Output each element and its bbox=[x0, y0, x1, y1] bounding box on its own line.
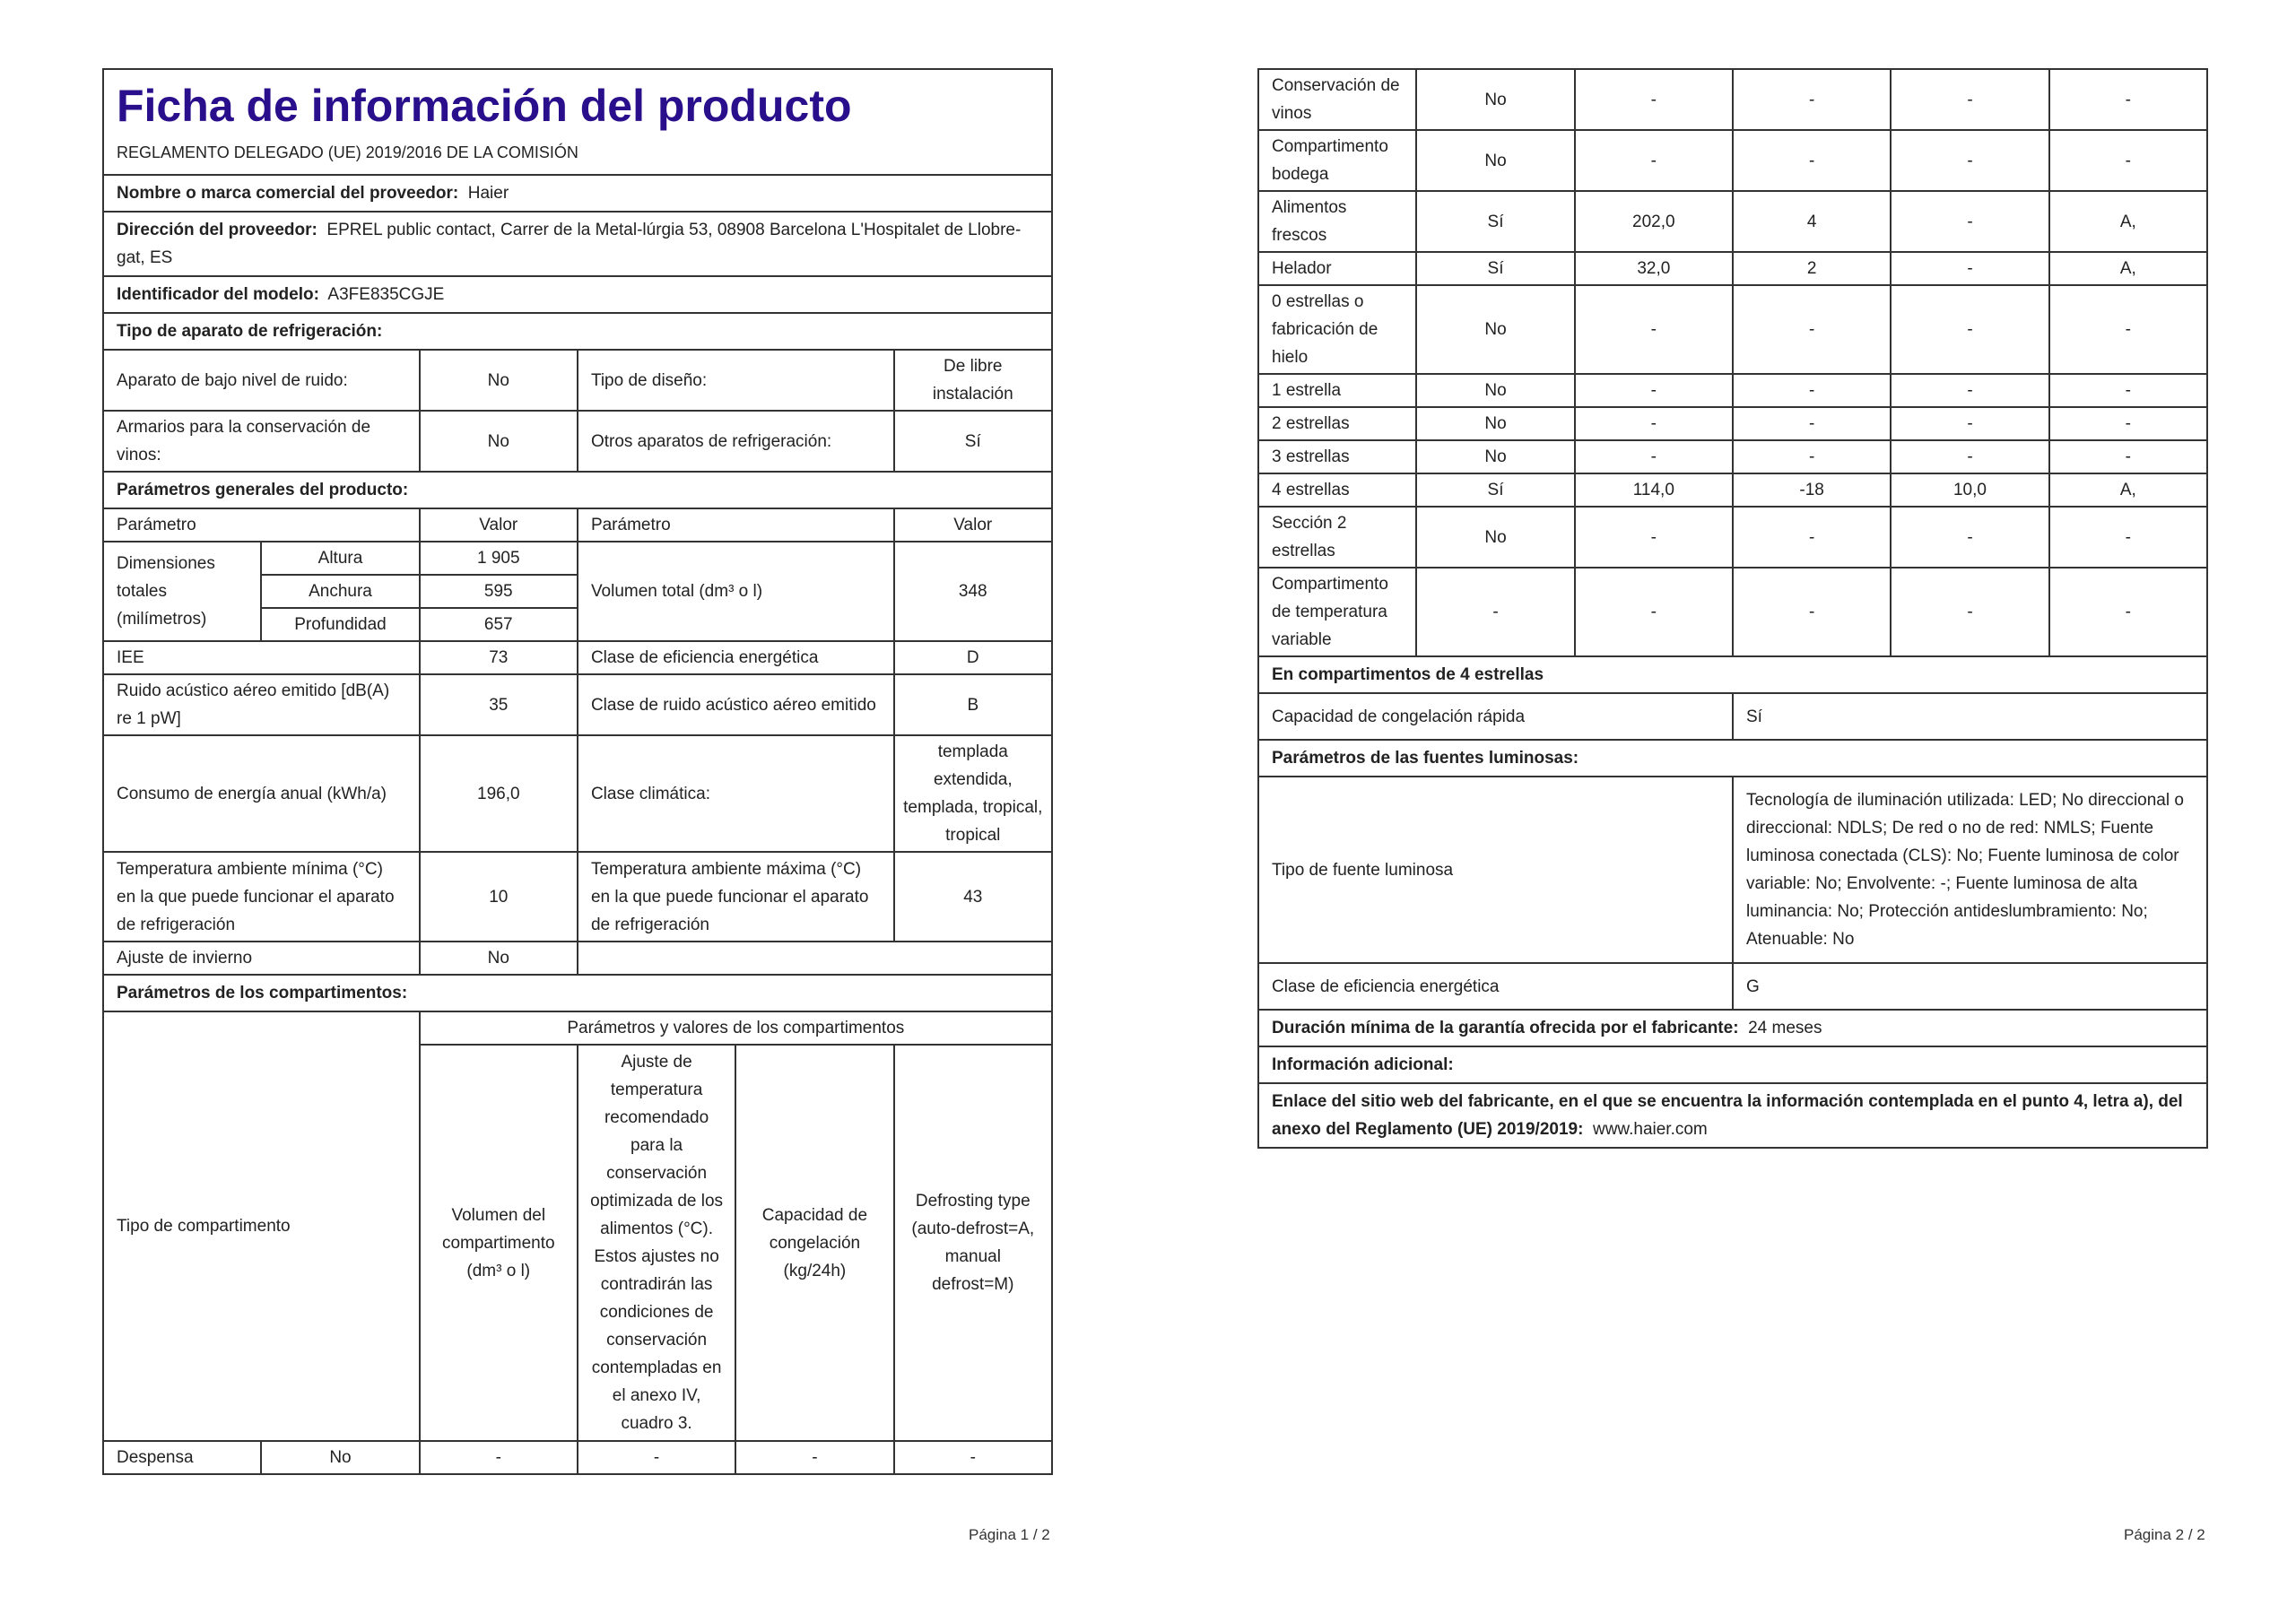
wine-label: Armarios para la conservación de vinos: bbox=[103, 411, 420, 472]
compartment-row bbox=[1258, 568, 2207, 656]
product-info-table bbox=[102, 68, 1053, 1475]
param-header: Parámetro bbox=[103, 508, 420, 542]
depth-value: 657 bbox=[420, 608, 578, 641]
compartment-freeze: - bbox=[1891, 285, 2048, 374]
compartment-name: Conservación de vinos bbox=[1258, 69, 1416, 130]
compartment-name: Compartimento bodega bbox=[1258, 130, 1416, 191]
compartment-present: No bbox=[1416, 507, 1574, 568]
param-header-2: Parámetro bbox=[578, 508, 894, 542]
general-params-label: Parámetros generales del producto: bbox=[103, 472, 1052, 508]
compartment-freeze: 10,0 bbox=[1891, 473, 2048, 507]
compartment-present: Sí bbox=[1416, 473, 1574, 507]
total-volume-value: 348 bbox=[894, 542, 1052, 641]
compartment-volume: - bbox=[1575, 285, 1733, 374]
annual-energy-value: 196,0 bbox=[420, 735, 578, 852]
compartment-row bbox=[1258, 285, 2207, 374]
col-volume-header: Volumen del compartimento (dm³ o l) bbox=[420, 1045, 578, 1441]
compartment-temp: - bbox=[1733, 69, 1891, 130]
empty-cell bbox=[578, 942, 1052, 975]
compartment-present: No bbox=[1416, 374, 1574, 407]
supplier-value: Haier bbox=[467, 184, 509, 203]
compartment-defrost: - bbox=[2049, 374, 2207, 407]
compartment-temp: - bbox=[1733, 285, 1891, 374]
compartments-label: Parámetros de los compartimentos: bbox=[103, 975, 1052, 1011]
compartment-row bbox=[1258, 407, 2207, 440]
value-header-2: Valor bbox=[894, 508, 1052, 542]
page-subtitle: REGLAMENTO DELEGADO (UE) 2019/2016 DE LA COMISIÓN bbox=[117, 143, 578, 161]
address-row bbox=[103, 212, 1052, 276]
design-type-label: Tipo de diseño: bbox=[578, 350, 894, 411]
eei-value: 73 bbox=[420, 641, 578, 674]
compartment-present: No bbox=[1416, 130, 1574, 191]
max-temp-value: 43 bbox=[894, 852, 1052, 942]
noise-value: 35 bbox=[420, 674, 578, 735]
compartment-freeze: - bbox=[1891, 69, 2048, 130]
compartment-freeze: - bbox=[1891, 191, 2048, 252]
compartment-name: 3 estrellas bbox=[1258, 440, 1416, 473]
compartment-row bbox=[1258, 69, 2207, 130]
noise-class-value: B bbox=[894, 674, 1052, 735]
supplier-row bbox=[103, 175, 1052, 212]
compartment-name: Compartimento de temperatura variable bbox=[1258, 568, 1416, 656]
compartment-temp: -18 bbox=[1733, 473, 1891, 507]
low-noise-label: Aparato de bajo nivel de ruido: bbox=[103, 350, 420, 411]
compartment-volume: - bbox=[1575, 374, 1733, 407]
col-freeze-header: Capacidad de congelación (kg/24h) bbox=[735, 1045, 893, 1441]
compartment-temp: 2 bbox=[1733, 252, 1891, 285]
compartment-freeze: - bbox=[1891, 568, 2048, 656]
compartment-temp: 4 bbox=[1733, 191, 1891, 252]
winter-label: Ajuste de invierno bbox=[103, 942, 420, 975]
compartment-row bbox=[1258, 130, 2207, 191]
compartment-row bbox=[1258, 473, 2207, 507]
compartment-defrost: A, bbox=[2049, 473, 2207, 507]
compartment-volume: - bbox=[1575, 440, 1733, 473]
min-temp-label: Temperatura ambiente mínima (°C) en la que puede funcionar el aparato de refrigeración bbox=[103, 852, 420, 942]
pantry-label: Despensa bbox=[103, 1441, 261, 1474]
fast-freeze-label: Capacidad de congelación rápida bbox=[1258, 693, 1733, 740]
compartment-defrost: - bbox=[2049, 568, 2207, 656]
compartment-name: 4 estrellas bbox=[1258, 473, 1416, 507]
pantry-present: No bbox=[261, 1441, 419, 1474]
compartment-row bbox=[1258, 440, 2207, 473]
compartment-volume: - bbox=[1575, 407, 1733, 440]
climate-class-value: templada extendida, templada, tropical, tropical bbox=[894, 735, 1052, 852]
col-defrost-header: Defrosting type (auto-defrost=A, manual defrost=M) bbox=[894, 1045, 1052, 1441]
other-value: Sí bbox=[894, 411, 1052, 472]
compartment-present: No bbox=[1416, 285, 1574, 374]
compartment-defrost: - bbox=[2049, 407, 2207, 440]
light-class-value: G bbox=[1733, 963, 2207, 1010]
compartment-temp: - bbox=[1733, 507, 1891, 568]
supplier-label: Nombre o marca comercial del proveedor: bbox=[117, 184, 459, 203]
annual-energy-label: Consumo de energía anual (kWh/a) bbox=[103, 735, 420, 852]
compartment-volume: 114,0 bbox=[1575, 473, 1733, 507]
height-value: 1 905 bbox=[420, 542, 578, 575]
compartment-present: No bbox=[1416, 440, 1574, 473]
value-header: Valor bbox=[420, 508, 578, 542]
compartment-row bbox=[1258, 374, 2207, 407]
compartment-freeze: - bbox=[1891, 407, 2048, 440]
col-temp-header: Ajuste de temperatura recomendado para la conservación optimizada de los alimentos (°C). Estos ajustes no contradirán las condiciones de conservación contempladas en el anexo IV, cuadro 3. bbox=[578, 1045, 735, 1441]
compartment-name: Sección 2 estrellas bbox=[1258, 507, 1416, 568]
compartment-volume: 32,0 bbox=[1575, 252, 1733, 285]
compartment-freeze: - bbox=[1891, 440, 2048, 473]
light-class-label: Clase de eficiencia energética bbox=[1258, 963, 1733, 1010]
model-label: Identificador del modelo: bbox=[117, 285, 319, 304]
compartment-temp: - bbox=[1733, 374, 1891, 407]
compartment-name: 0 estrellas o fabricación de hielo bbox=[1258, 285, 1416, 374]
width-label: Anchura bbox=[261, 575, 419, 608]
noise-class-label: Clase de ruido acústico aéreo emitido bbox=[578, 674, 894, 735]
compartment-row bbox=[1258, 191, 2207, 252]
warranty-row bbox=[1258, 1010, 2207, 1046]
noise-label: Ruido acústico aéreo emitido [dB(A) re 1 pW] bbox=[103, 674, 420, 735]
pantry-temp: - bbox=[578, 1441, 735, 1474]
design-type-value: De libre instalación bbox=[894, 350, 1052, 411]
compartment-row bbox=[1258, 252, 2207, 285]
light-type-label: Tipo de fuente luminosa bbox=[1258, 777, 1733, 963]
warranty-label: Duración mínima de la garantía ofrecida por el fabricante: bbox=[1272, 1019, 1739, 1037]
wine-value: No bbox=[420, 411, 578, 472]
compartment-volume: - bbox=[1575, 568, 1733, 656]
appliance-type-label: Tipo de aparato de refrigeración: bbox=[103, 313, 1052, 350]
compartment-name: 1 estrella bbox=[1258, 374, 1416, 407]
header-cell bbox=[103, 69, 1052, 175]
compartment-temp: - bbox=[1733, 130, 1891, 191]
compartment-temp: - bbox=[1733, 407, 1891, 440]
address-label: Dirección del proveedor: bbox=[117, 221, 317, 239]
compartment-volume: - bbox=[1575, 69, 1733, 130]
dimensions-label: Dimensiones totales (milímetros) bbox=[103, 542, 261, 641]
light-params-label: Parámetros de las fuentes luminosas: bbox=[1258, 740, 2207, 777]
climate-class-label: Clase climática: bbox=[578, 735, 894, 852]
model-value: A3FE835CGJE bbox=[327, 285, 445, 304]
website-link[interactable]: www.haier.com bbox=[1592, 1120, 1708, 1139]
address-value: EPREL public contact, Carrer de la Metal-lúrgia 53, 08908 Barcelona L'Hospitalet de Llobre-gat, ES bbox=[117, 221, 1022, 267]
website-row bbox=[1258, 1083, 2207, 1148]
compartment-volume: 202,0 bbox=[1575, 191, 1733, 252]
page-title: Ficha de información del producto bbox=[117, 81, 852, 131]
winter-value: No bbox=[420, 942, 578, 975]
compartment-present: No bbox=[1416, 69, 1574, 130]
energy-class-value: D bbox=[894, 641, 1052, 674]
low-noise-value: No bbox=[420, 350, 578, 411]
eei-label: IEE bbox=[103, 641, 420, 674]
compartment-present: Sí bbox=[1416, 252, 1574, 285]
depth-label: Profundidad bbox=[261, 608, 419, 641]
pantry-defrost: - bbox=[894, 1441, 1052, 1474]
light-type-value: Tecnología de iluminación utilizada: LED; No direccional o direccional: NDLS; De red o no de red: NMLS; Fuente luminosa conectada (CLS): No; Fuente luminosa de color variable: No; Envolvente: -; Fuente luminosa de alta luminancia: No; Protección antideslumbramiento: No; Atenuable: No bbox=[1733, 777, 2207, 963]
compartment-freeze: - bbox=[1891, 507, 2048, 568]
compartment-defrost: - bbox=[2049, 507, 2207, 568]
other-label: Otros aparatos de refrigeración: bbox=[578, 411, 894, 472]
compartment-defrost: A, bbox=[2049, 191, 2207, 252]
page-number-2: Página 2 / 2 bbox=[2124, 1526, 2205, 1543]
energy-class-label: Clase de eficiencia energética bbox=[578, 641, 894, 674]
compartment-defrost: A, bbox=[2049, 252, 2207, 285]
compartment-volume: - bbox=[1575, 507, 1733, 568]
compartment-defrost: - bbox=[2049, 130, 2207, 191]
total-volume-label: Volumen total (dm³ o l) bbox=[578, 542, 894, 641]
max-temp-label: Temperatura ambiente máxima (°C) en la que puede funcionar el aparato de refrigeración bbox=[578, 852, 894, 942]
four-star-label: En compartimentos de 4 estrellas bbox=[1258, 656, 2207, 693]
page-1 bbox=[102, 68, 1053, 1475]
min-temp-value: 10 bbox=[420, 852, 578, 942]
height-label: Altura bbox=[261, 542, 419, 575]
warranty-value: 24 meses bbox=[1748, 1019, 1822, 1037]
website-label: Enlace del sitio web del fabricante, en el que se encuentra la información contemplada en el punto 4, letra a), del anexo del Reglamento (UE) 2019/2019: bbox=[1272, 1092, 2183, 1139]
compartments-table bbox=[1257, 68, 2208, 1149]
compartment-temp: - bbox=[1733, 568, 1891, 656]
compartment-temp: - bbox=[1733, 440, 1891, 473]
compartment-defrost: - bbox=[2049, 69, 2207, 130]
compartment-freeze: - bbox=[1891, 130, 2048, 191]
compartment-present: - bbox=[1416, 568, 1574, 656]
compartment-row bbox=[1258, 507, 2207, 568]
compartment-defrost: - bbox=[2049, 285, 2207, 374]
compartment-freeze: - bbox=[1891, 252, 2048, 285]
page-number-1: Página 1 / 2 bbox=[969, 1526, 1050, 1543]
compartment-params-header: Parámetros y valores de los compartimentos bbox=[420, 1011, 1052, 1045]
model-row bbox=[103, 276, 1052, 313]
compartment-present: No bbox=[1416, 407, 1574, 440]
compartment-type-header: Tipo de compartimento bbox=[103, 1011, 420, 1441]
width-value: 595 bbox=[420, 575, 578, 608]
compartment-volume: - bbox=[1575, 130, 1733, 191]
compartment-defrost: - bbox=[2049, 440, 2207, 473]
fast-freeze-value: Sí bbox=[1733, 693, 2207, 740]
compartment-present: Sí bbox=[1416, 191, 1574, 252]
pantry-freeze: - bbox=[735, 1441, 893, 1474]
compartment-freeze: - bbox=[1891, 374, 2048, 407]
compartment-name: Alimentos frescos bbox=[1258, 191, 1416, 252]
pantry-volume: - bbox=[420, 1441, 578, 1474]
compartments-body bbox=[1258, 69, 2207, 656]
compartment-name: 2 estrellas bbox=[1258, 407, 1416, 440]
compartment-name: Helador bbox=[1258, 252, 1416, 285]
page-2 bbox=[1257, 68, 2208, 1149]
additional-label: Información adicional: bbox=[1258, 1046, 2207, 1083]
